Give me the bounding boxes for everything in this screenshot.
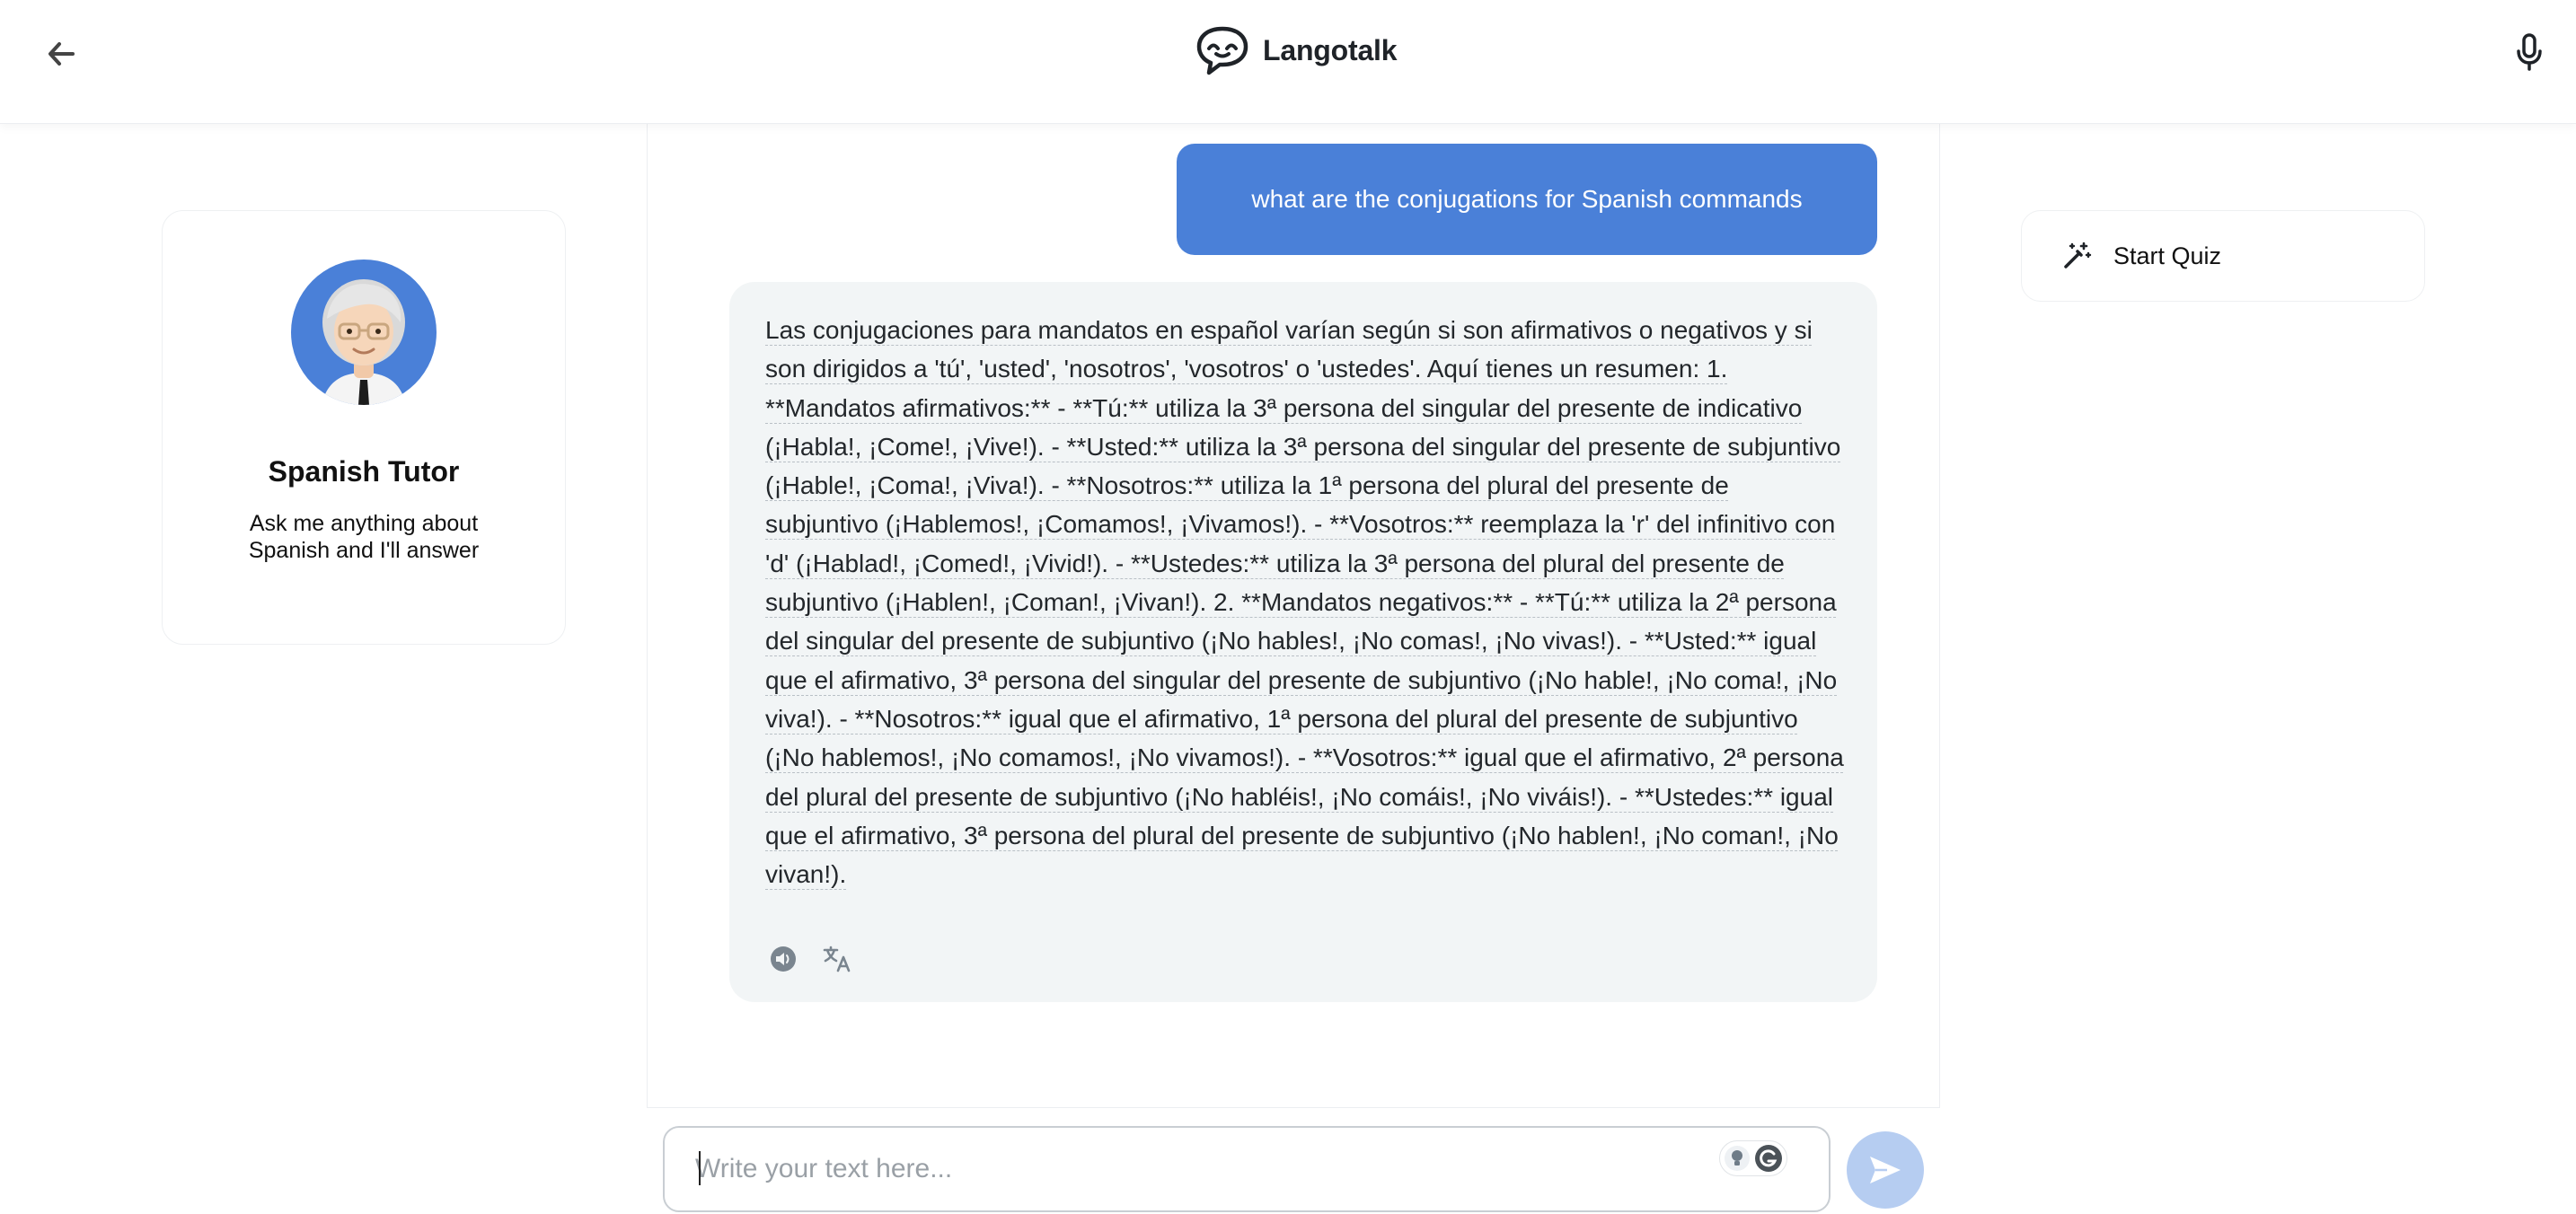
translate-button[interactable]: [819, 941, 855, 977]
tutor-name: Spanish Tutor: [268, 455, 460, 488]
chat-bubble-logo-icon: [1195, 24, 1250, 76]
tutor-description: Ask me anything about Spanish and I'll answer: [248, 511, 480, 563]
user-message-bubble: [1177, 144, 1877, 255]
send-icon: [1867, 1154, 1903, 1186]
translate-icon: [822, 945, 852, 973]
microphone-button[interactable]: [2508, 27, 2551, 77]
tutor-card: [162, 210, 566, 645]
back-button[interactable]: [40, 32, 83, 75]
input-extensions: [1719, 1140, 1787, 1176]
message-composer[interactable]: [663, 1126, 1831, 1212]
play-audio-button[interactable]: [765, 941, 801, 977]
magic-wand-icon: [2061, 241, 2092, 271]
message-tools: [765, 941, 855, 977]
start-quiz-button[interactable]: [2021, 210, 2425, 302]
user-message-text: what are the conjugations for Spanish commands: [1251, 185, 1803, 213]
text-caret: [699, 1151, 701, 1185]
message-input[interactable]: [695, 1146, 1683, 1192]
lightbulb-icon[interactable]: [1724, 1145, 1751, 1172]
assistant-message-text[interactable]: Las conjugaciones para mandatos en español varían según si son afirmativos o negativos y si son dirigidos a 'tú', 'usted', 'nosotros', 'vosotros' o 'ustedes'. Aquí tienes un resumen: 1. **Mandatos afirmativos:** - **Tú:** utiliza la 3ª persona del singular del presente de indicativo (¡Habla!, ¡Come!, ¡Vive!). - **Usted:** utiliza la 3ª persona del singular del presente de subjuntivo (¡Hable!, ¡Coma!, ¡Viva!). - **Nosotros:** utiliza la 1ª persona del plural del presente de subjuntivo (¡Hablemos!, ¡Comamos!, ¡Vivamos!). - **Vosotros:** reemplaza la 'r' del infinitivo con 'd' (¡Hablad!, ¡Comed!, ¡Vivid!). - **Ustedes:** utiliza la 3ª persona del plural del presente de subjuntivo (¡Hablen!, ¡Coman!, ¡Vivan!). 2. **Mandatos negativos:** - **Tú:** utiliza la 2ª persona del singular del presente de subjuntivo (¡No hables!, ¡No comas!, ¡No vivas!). - **Usted:** igual que el afirmativo, 3ª persona del singular del presente de subjuntivo (¡No hable!, ¡No coma!, ¡No viva!). - **Nosotros:** igual que el afirmativo, 1ª persona del plural del presente de subjuntivo (¡No hablemos!, ¡No comamos!, ¡No vivamos!). - **Vosotros:** igual que el afirmativo, 2ª persona del plural del presente de subjuntivo (¡No habléis!, ¡No comáis!, ¡No viváis!). - **Ustedes:** igual que el afirmativo, 3ª persona del plural del presente de subjuntivo (¡No hablen!, ¡No coman!, ¡No vivan!).: [765, 316, 1844, 889]
grammarly-icon[interactable]: [1754, 1144, 1783, 1173]
assistant-message-bubble: [729, 282, 1877, 1002]
app-name: Langotalk: [1263, 33, 1398, 66]
start-quiz-label: Start Quiz: [2113, 242, 2222, 269]
send-button[interactable]: [1847, 1131, 1924, 1209]
tutor-avatar: [291, 260, 437, 405]
arrow-left-icon: [48, 42, 75, 66]
microphone-icon: [2514, 32, 2545, 72]
chat-panel: [647, 124, 1940, 1108]
app-logo[interactable]: [1195, 22, 1397, 79]
top-bar: [0, 0, 2576, 124]
speaker-icon: [768, 946, 798, 972]
tutor-avatar-illustration: [291, 260, 437, 405]
